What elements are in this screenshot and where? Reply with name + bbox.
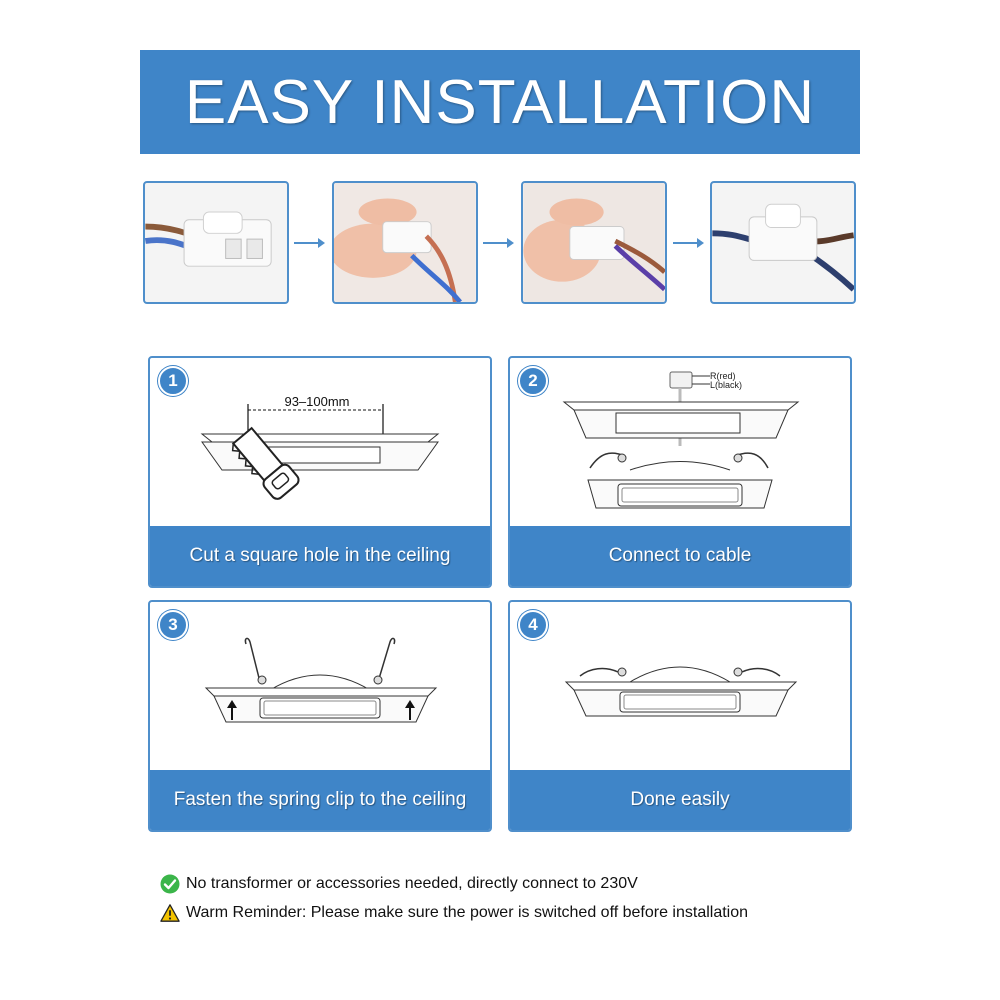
title-banner [140,50,860,154]
note-text: Warm Reminder: Please make sure the power is switched off before installation [186,904,749,921]
installed-light-diagram [510,602,850,770]
wire-black-label: L(black) [710,380,743,390]
connector-photo-2 [332,181,478,304]
step-number-badge: 4 [518,610,548,640]
ceiling-cut-diagram [150,358,490,526]
step-number-badge: 2 [518,366,548,396]
note-text: No transformer or accessories needed, directly connect to 230V [186,875,638,892]
cable-connection-diagram [510,358,850,526]
arrow-right-icon [292,236,326,250]
arrow-right-icon [481,236,515,250]
connector-photo-3 [521,181,667,304]
note-no-transformer [160,874,638,894]
step-1-card [148,356,492,588]
step-4-card [508,600,852,832]
dimension-label: 93–100mm [284,394,350,409]
connector-photo-1 [143,181,289,304]
step-caption: Connect to cable [510,526,850,586]
warning-icon [160,903,180,923]
step-caption: Done easily [510,770,850,830]
spring-clip-diagram [150,602,490,770]
page-title: EASY INSTALLATION [184,67,816,137]
step-2-card [508,356,852,588]
step-number-badge: 3 [158,610,188,640]
step-caption: Cut a square hole in the ceiling [150,526,490,586]
check-circle-icon [160,874,180,894]
step-number-badge: 1 [158,366,188,396]
wire-red-label: R(red) [710,371,736,381]
step-3-card [148,600,492,832]
note-warm-reminder [160,903,748,923]
connector-photo-4 [710,181,856,304]
step-caption: Fasten the spring clip to the ceiling [150,770,490,830]
arrow-right-icon [671,236,705,250]
